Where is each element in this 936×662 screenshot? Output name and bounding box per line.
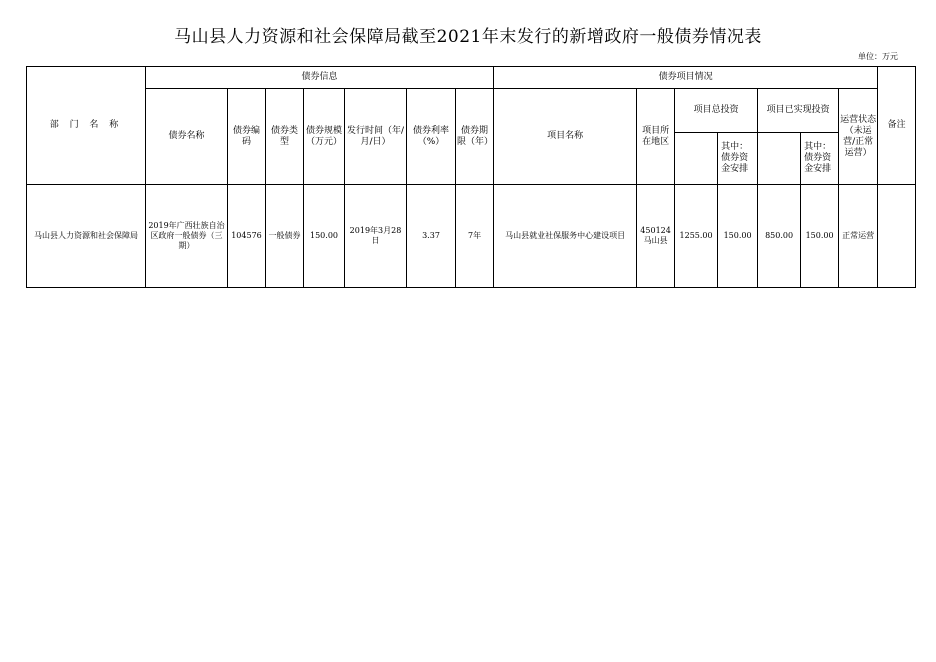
cell-bond-name: 2019年广西壮族自治区政府一般债券（三期） <box>146 185 228 288</box>
header-remarks: 备注 <box>878 67 916 185</box>
header-realized-investment: 项目已实现投资 <box>758 89 839 133</box>
cell-term: 7年 <box>456 185 494 288</box>
cell-project-name: 马山县就业社保服务中心建设项目 <box>494 185 637 288</box>
cell-interest-rate: 3.37 <box>407 185 456 288</box>
header-operation-status: 运营状态（未运营/正常运营） <box>839 89 878 185</box>
cell-project-location: 450124马山县 <box>637 185 675 288</box>
header-project-name: 项目名称 <box>494 89 637 185</box>
cell-operation-status: 正常运营 <box>839 185 878 288</box>
page-title: 马山县人力资源和社会保障局截至2021年末发行的新增政府一般债券情况表 <box>174 27 762 47</box>
table-row <box>27 185 916 288</box>
bond-table <box>26 66 916 288</box>
header-bond-info: 债券信息 <box>146 67 494 89</box>
header-realized-investment-bond: 其中：债券资金安排 <box>801 133 839 185</box>
cell-bond-scale: 150.00 <box>304 185 345 288</box>
cell-department: 马山县人力资源和社会保障局 <box>27 185 146 288</box>
cell-realized-investment-bond: 150.00 <box>801 185 839 288</box>
unit-label: 单位：万元 <box>858 52 898 61</box>
cell-bond-code: 104576 <box>228 185 266 288</box>
cell-bond-type: 一般债券 <box>266 185 304 288</box>
header-interest-rate: 债券利率（%） <box>407 89 456 185</box>
header-term: 债券期限（年） <box>456 89 494 185</box>
header-total-investment: 项目总投资 <box>675 89 758 133</box>
header-bond-scale: 债券规模（万元） <box>304 89 345 185</box>
cell-total-investment-bond: 150.00 <box>718 185 758 288</box>
header-total-investment-bond: 其中：债券资金安排 <box>718 133 758 185</box>
header-bond-code: 债券编码 <box>228 89 266 185</box>
cell-realized-investment: 850.00 <box>758 185 801 288</box>
header-project-info: 债券项目情况 <box>494 67 878 89</box>
header-bond-name: 债券名称 <box>146 89 228 185</box>
cell-issue-date: 2019年3月28日 <box>345 185 407 288</box>
header-project-location: 项目所在地区 <box>637 89 675 185</box>
cell-total-investment: 1255.00 <box>675 185 718 288</box>
header-bond-type: 债券类型 <box>266 89 304 185</box>
header-department: 部 门 名 称 <box>27 67 146 185</box>
header-issue-date: 发行时间（年/月/日） <box>345 89 407 185</box>
cell-remarks <box>878 185 916 288</box>
